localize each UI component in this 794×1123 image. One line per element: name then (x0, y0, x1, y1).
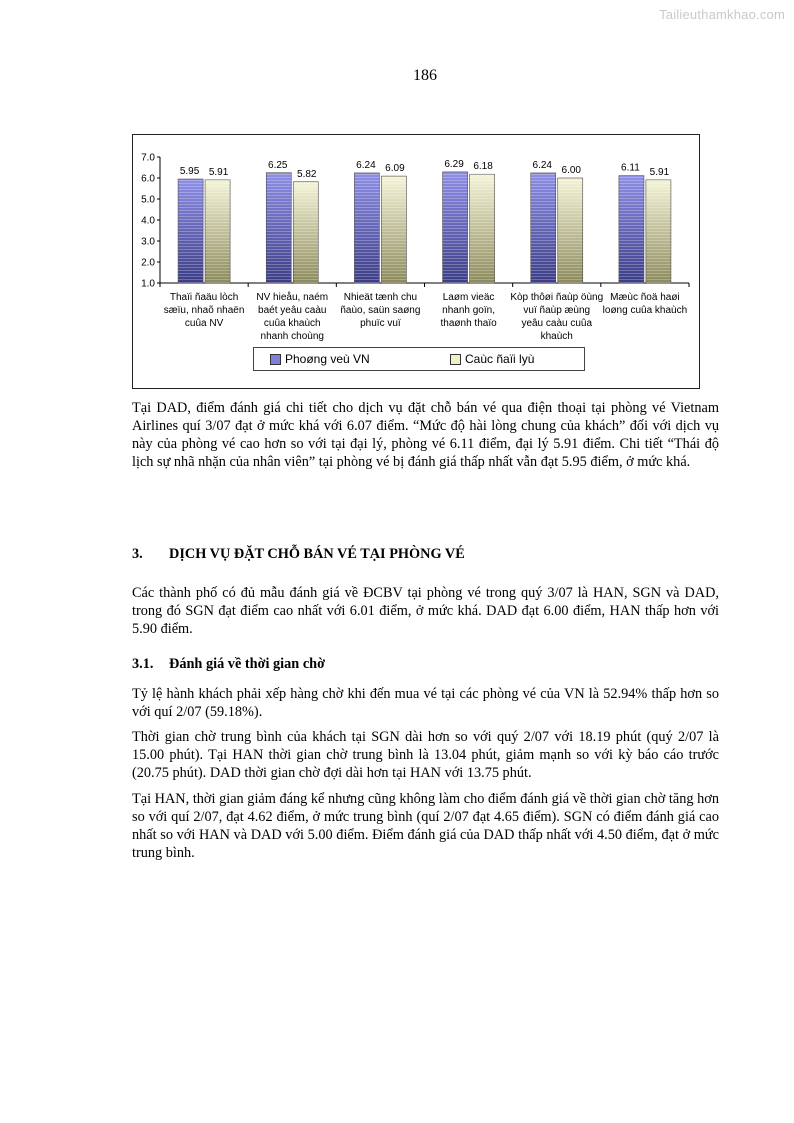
data-label: 5.82 (297, 168, 317, 180)
category-label-line: khaùch (540, 331, 573, 342)
page-number: 186 (413, 67, 437, 84)
category-label-line: Thaïi ñaäu lòch (169, 292, 239, 303)
category-label (256, 291, 328, 342)
data-label: 6.18 (473, 161, 493, 173)
y-tick-label: 1.0 (141, 278, 155, 290)
legend-label-vn: Phoøng veù VN (285, 352, 370, 366)
legend-item-agents (450, 352, 534, 366)
bar-texture (646, 180, 671, 283)
legend-label-agents: Caùc ñaïi lyù (465, 352, 535, 366)
y-tick-label: 6.0 (141, 173, 155, 185)
category-label-line: ñaùo, saün saøng (340, 305, 421, 316)
bar-texture (381, 176, 406, 283)
section-3-1-title: Đánh giá về thời gian chờ (169, 656, 326, 672)
data-label: 5.95 (179, 166, 200, 178)
category-label-line: cuûa khaùch (263, 318, 321, 329)
legend-swatch-vn (270, 354, 281, 365)
bar-chart (132, 134, 700, 389)
category-label (340, 292, 420, 329)
y-tick-label: 7.0 (141, 152, 155, 164)
category-label-line: nhanh choùng (260, 331, 324, 342)
section-3-number: 3. (132, 546, 143, 562)
category-label (441, 292, 498, 329)
category-label-line: baét yeâu caàu (258, 305, 327, 316)
legend-swatch-agents (450, 354, 461, 365)
category-label-line: Laøm vieäc (442, 292, 495, 303)
section-3-1-heading (132, 656, 719, 673)
category-label-line: Mæùc ñoä haøi (610, 292, 680, 303)
section-3-heading (132, 546, 719, 563)
paragraph-waiting-score: Tại HAN, thời gian giảm đáng kể nhưng cũng không làm cho điểm đánh giá về thời gian chờ tăng hơn so với quí 2/07, đạt 4.62 điểm, ở mức trung bình (quí 2/07 đạt 4.65 điểm). SGN có điểm đánh giá cao nhất so với HAN và DAD với 5.00 điểm. Điểm đánh giá của DAD thấp nhất với 4.50 điểm, đạt ở mức trung bình. (132, 791, 719, 861)
y-tick-label: 4.0 (141, 215, 155, 227)
data-label: 5.91 (649, 166, 670, 178)
section-3-1-number: 3.1. (132, 656, 154, 672)
paragraph-section-3: Các thành phố có đủ mẫu đánh giá về ĐCBV tại phòng vé trong quý 3/07 là HAN, SGN và DAD, trong đó SGN đạt điểm cao nhất với 6.01 điểm, ở mức khá. DAD đạt 6.00 điểm, HAN thấp hơn với 5.90 điểm. (132, 585, 719, 637)
paragraph-waiting-time: Thời gian chờ trung bình của khách tại SGN dài hơn so với quý 2/07 với 18.19 phút (quý 2/07 là 15.00 phút). Tại HAN thời gian chờ trung bình là 13.04 phút, giảm mạnh so với kỳ báo cáo trước (20.75 phút). DAD thời gian chờ đợi dài hơn tại HAN với 13.75 phút. (132, 729, 719, 781)
bar-texture (205, 180, 230, 283)
category-label-line: thaønh thaïo (440, 318, 497, 329)
y-tick-label: 3.0 (141, 236, 155, 248)
data-label: 6.24 (532, 159, 552, 171)
category-label-line: sæïu, nhaõ nhaën (163, 305, 245, 316)
chart-legend (253, 347, 585, 371)
category-label-line: yeâu caàu cuûa (521, 318, 593, 329)
y-tick-label: 5.0 (141, 194, 155, 206)
bar-texture (354, 173, 379, 283)
bar-texture (619, 176, 644, 283)
data-label: 6.25 (268, 159, 288, 171)
legend-item-vn (270, 352, 370, 366)
bar-texture (443, 172, 468, 283)
bar-texture (178, 179, 203, 283)
paragraph-queue-rate: Tỷ lệ hành khách phải xếp hàng chờ khi đến mua vé tại các phòng vé của VN là 52.94% thấp hơn so với quí 2/07 (59.18%). (132, 686, 719, 720)
category-label-line: phuïc vuï (360, 318, 401, 329)
paragraph-dad-summary: Tại DAD, điểm đánh giá chi tiết cho dịch vụ đặt chỗ bán vé qua điện thoại tại phòng vé Vietnam Airlines quí 3/07 đạt ở mức khá với 6.07 điểm. “Mức độ hài lòng chung của khách” đối với dịch vụ này của phòng vé cao hơn so với tại đại lý, phòng vé 6.11 điểm, đại lý 5.91 điểm. Chi tiết “Thái độ lịch sự nhã nhặn của nhân viên” tại phòng vé bị đánh giá thấp nhất vẫn đạt 5.95 điểm, ở mức khá. (132, 400, 719, 470)
y-tick-label: 2.0 (141, 257, 155, 269)
data-label: 5.91 (208, 166, 229, 178)
category-label-line: vuï ñaùp æùng (523, 305, 591, 316)
data-label: 6.11 (621, 162, 640, 174)
category-label-line: Kòp thôøi ñaùp öùng (510, 292, 604, 303)
category-label-line: nhanh goïn, (442, 305, 495, 316)
category-label-line: NV hieåu, naém (256, 292, 329, 303)
bar-texture (531, 173, 556, 283)
category-label-line: cuûa NV (184, 318, 224, 329)
bar-texture (558, 178, 583, 283)
section-3-title: DỊCH VỤ ĐẶT CHỖ BÁN VÉ TẠI PHÒNG VÉ (169, 546, 465, 562)
category-label (603, 292, 688, 316)
bar-texture (470, 174, 495, 283)
bar-texture (293, 182, 318, 283)
data-label: 6.24 (356, 159, 376, 171)
data-label: 6.29 (444, 158, 464, 170)
category-label (164, 292, 245, 329)
category-label-line: Nhieät tænh chu (343, 292, 418, 303)
data-label: 6.09 (385, 163, 405, 175)
category-label-line: loøng cuûa khaùch (602, 305, 688, 316)
category-label (510, 292, 603, 342)
data-label: 6.00 (561, 165, 581, 176)
watermark: Tailieuthamkhao.com (659, 7, 785, 22)
bar-texture (266, 173, 291, 283)
